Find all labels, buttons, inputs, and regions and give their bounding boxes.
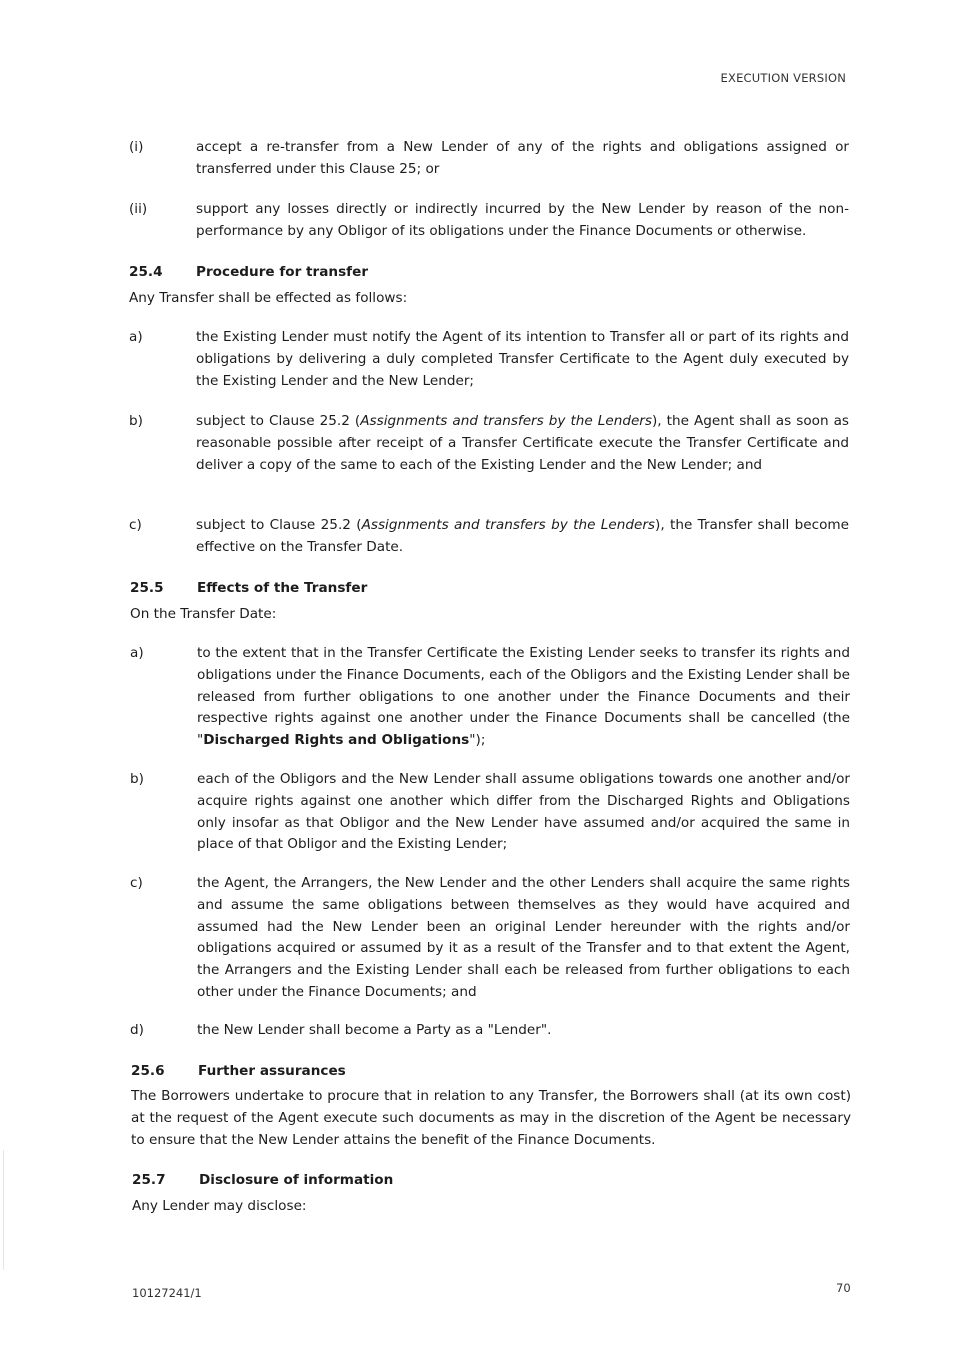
section-title: Effects of the Transfer [197, 580, 368, 596]
section-number: 25.6 [131, 1063, 165, 1079]
item-text: each of the Obligors and the New Lender shall assume obligations towards one another and/or acquire rights against one another which differ from the Discharged Rights and Obligations only insofar as that Obligor and the New Lender have assumed and/or acquired the same in place of that Obligor and the Existing Lender; [197, 771, 850, 853]
list-item [129, 199, 849, 243]
section-intro: On the Transfer Date: [130, 606, 277, 622]
execution-version-header: EXECUTION VERSION [720, 71, 846, 85]
item-text: subject to Clause 25.2 (Assignments and transfers by the Lenders), the Transfer shall become effective on the Transfer Date. [196, 517, 849, 555]
item-label: c) [130, 875, 143, 891]
list-item [129, 515, 849, 559]
item-label: (ii) [129, 201, 148, 217]
list-item [130, 643, 850, 752]
section-number: 25.4 [129, 264, 163, 280]
item-text: the Agent, the Arrangers, the New Lender and the other Lenders shall acquire the same rights and assume the same obligations between themselves as they would have acquired and assumed had the New Lender been an original Lender hereunder with the rights and/or obligations acquired or assumed by it as a result of the Transfer and to that extent the Agent, the Arrangers and the Existing Lender shall each be released from further obligations to each other under the Finance Documents; and [197, 875, 850, 1000]
document-reference: 10127241/1 [132, 1286, 202, 1300]
section-heading-25-6 [131, 1061, 346, 1083]
section-title: Procedure for transfer [196, 264, 369, 280]
list-item [130, 769, 850, 856]
list-item [129, 411, 849, 476]
section-title: Disclosure of information [199, 1172, 394, 1188]
list-item [130, 1020, 850, 1042]
item-text: the Existing Lender must notify the Agent of its intention to Transfer all or part of its rights and obligations by delivering a duly completed Transfer Certificate to the Agent duly executed by the Existing Lender and the New Lender; [196, 329, 849, 389]
item-label: b) [130, 771, 144, 787]
scan-edge-line [3, 1150, 4, 1270]
page-number: 70 [836, 1281, 851, 1295]
item-text: subject to Clause 25.2 (Assignments and transfers by the Lenders), the Agent shall as soon as reasonable possible after receipt of a Transfer Certificate execute the Transfer Certificate and deliver a copy of the same to each of the Existing Lender and the New Lender; and [196, 413, 850, 473]
item-label: c) [129, 517, 142, 533]
section-title: Further assurances [198, 1063, 346, 1079]
list-item [129, 327, 849, 392]
section-heading-25-4 [129, 262, 368, 284]
clause-reference: Assignments and transfers by the Lenders [361, 517, 656, 533]
item-text: accept a re-transfer from a New Lender of any of the rights and obligations assigned or transferred under this Clause 25; or [196, 139, 849, 177]
clause-reference: Assignments and transfers by the Lenders [360, 413, 652, 429]
defined-term: Discharged Rights and Obligations [203, 732, 470, 749]
list-item [130, 873, 850, 1004]
section-number: 25.5 [130, 580, 164, 596]
item-label: a) [130, 645, 144, 661]
item-label: b) [129, 413, 143, 429]
section-intro: Any Lender may disclose: [132, 1198, 307, 1214]
item-text: the New Lender shall become a Party as a "Lender". [197, 1022, 552, 1038]
section-heading-25-5 [130, 578, 367, 600]
item-text: to the extent that in the Transfer Certificate the Existing Lender seeks to transfer its rights and obligations under the Finance Documents, each of the Obligors and the Existing Lender shall be released from further obligations to one another under the Finance Documents and their respective rights against one another under the Finance Documents shall be cancelled (the "Discharged Rights and Obligations"); [197, 645, 850, 749]
item-label: a) [129, 329, 143, 345]
list-item [129, 137, 849, 181]
section-number: 25.7 [132, 1172, 166, 1188]
item-label: (i) [129, 139, 144, 155]
item-label: d) [130, 1022, 144, 1038]
item-text: support any losses directly or indirectly incurred by the New Lender by reason of the non-performance by any Obligor of its obligations under the Finance Documents or otherwise. [196, 201, 849, 239]
section-intro: Any Transfer shall be effected as follows: [129, 290, 408, 306]
section-paragraph: The Borrowers undertake to procure that in relation to any Transfer, the Borrowers shall (at its own cost) at the request of the Agent execute such documents as may in the discretion of the Agent be necessary to ensure that the New Lender attains the benefit of the Finance Documents. [131, 1088, 851, 1148]
section-heading-25-7 [132, 1170, 393, 1192]
